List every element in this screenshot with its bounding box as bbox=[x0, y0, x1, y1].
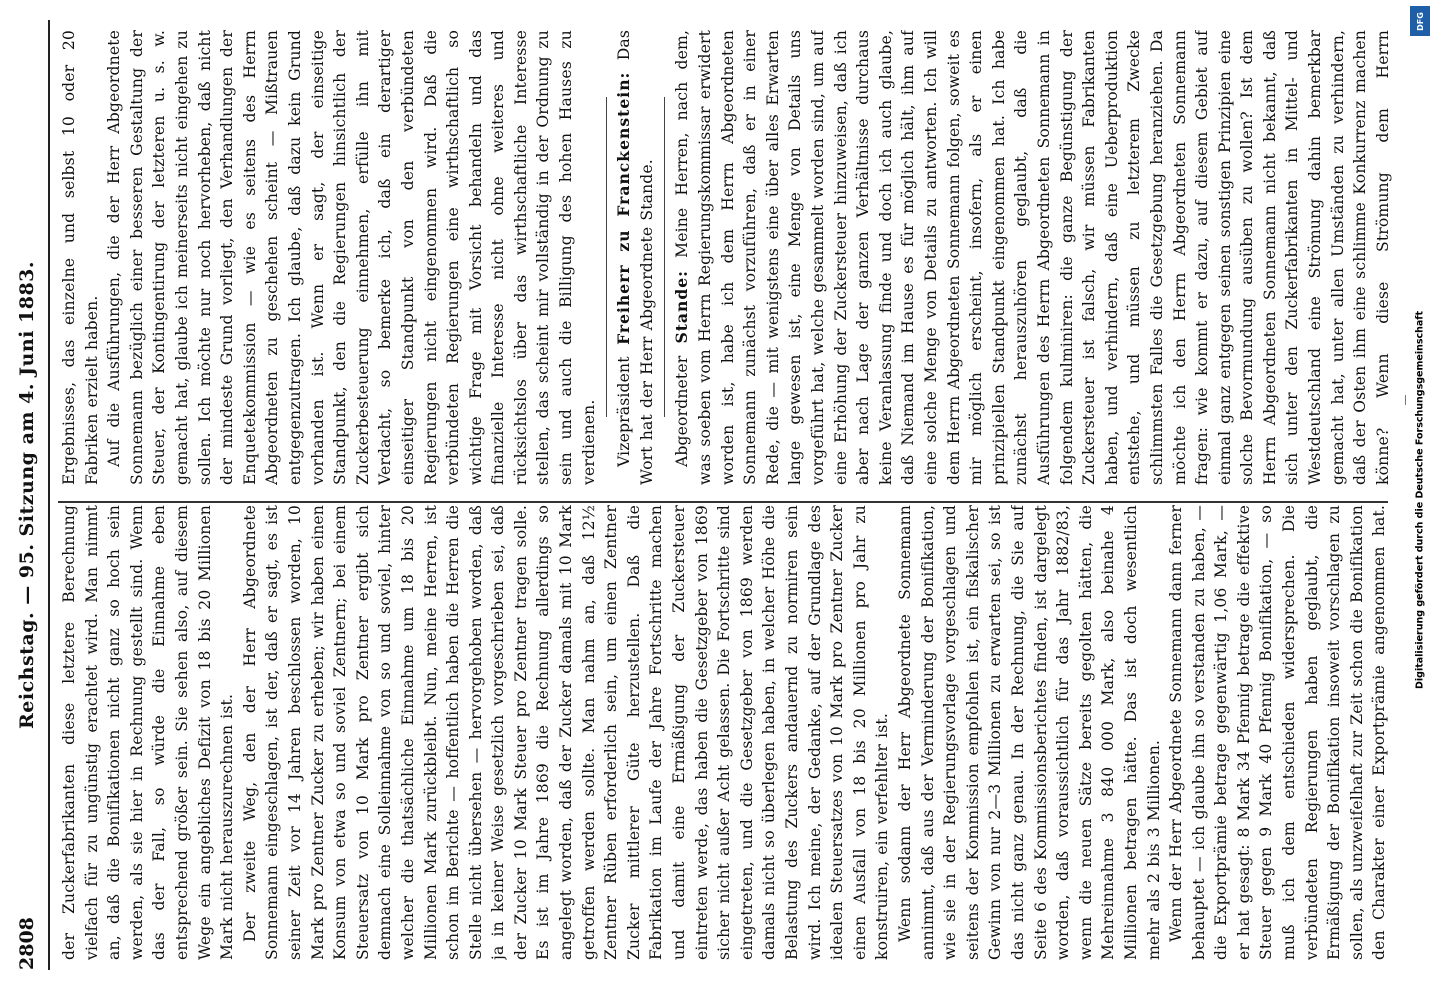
right-column bbox=[58, 30, 1393, 485]
page-number: 2808 bbox=[16, 917, 38, 970]
left-column bbox=[58, 505, 1393, 960]
speech-opening bbox=[671, 30, 1393, 485]
digitization-credit bbox=[1408, 0, 1432, 1000]
header-rule bbox=[48, 20, 50, 970]
paragraph: Auf die Ausführungen, die der Herr Abgeordnete Sonnemann bezüglich einer besseren Gestaltung der Steuer, der Kontingentirung der letzteren u. s. w. gemacht hat, glaube ich meinerseits nicht eingehen zu sollen. Ich möchte nur noch hervorheben, daß nicht der mindeste Grund vorliegt, den Verhandlungen der Enquetekommission — wie es seitens des Herrn Abgeordneten zu geschehen scheint — Mißtrauen entgegenzutragen. Ich glaube, daß dazu kein Grund vorhanden ist. Wenn er sagt, der einseitige Standpunkt, den die Regierungen hinsichtlich der Zuckerbesteuerung einnehmen, erfülle ihn mit Verdacht, so bemerke ich, daß ein derartiger einseitiger Standpunkt von den verbündeten Regierungen nicht eingenommen wird. Daß die verbündeten Regierungen eine wirthschaftlich so wichtige Frage mit Vorsicht behandeln und das finanzielle Interesse nicht ohne weiteres und rücksichtslos über das wirthschaftliche Interesse stellen, das scheint mir vollständig in der Ordnung zu sein und auch die Billigung des hohen Hauses zu verdienen. bbox=[105, 30, 598, 485]
column-divider bbox=[58, 501, 1388, 503]
paragraph: Der zweite Weg, den der Herr Abgeordnete Sonnemann eingeschlagen, ist der, daß er sagt, es ist seiner Zeit vor 14 Jahren beschlossen worden, 10 Mark pro Zentner Zucker zu erheben; wir haben einen Konsum von etwa so und soviel Zentnern; bei einem Steuersatz von 10 Mark pro Zentner ergibt sich demnach eine Solleinnahme von so und soviel, hinter welcher die thatsächliche Einnahme um 18 bis 20 Millionen Mark zurückbleibt. Nun, meine Herren, ist schon im Berichte — hoffentlich haben die Herren die Stelle nicht übersehen — hervorgehoben worden, daß ja in keiner Weise gesetzlich vorgeschrieben sei, daß der Zucker 10 Mark Steuer pro Zentner tragen solle. Es ist im Jahre 1869 die Rechnung allerdings so angelegt worden, daß der Zucker damals mit 10 Mark getroffen werden sollte. Man nahm an, daß 12½ Zentner Rüben erforderlich sein, um einen Zentner Zucker mittlerer Güte herzustellen. Daß die Fabrikation im Laufe der Jahre Fortschritte machen und damit eine Ermäßigung der Zuckersteuer eintreten werde, das haben die Gesetzgeber von 1869 sicher nicht außer Acht gelassen. Die Fortschritte sind eingetreten, und die Gesetzgeber von 1869 werden damals nicht so überlegen haben, in welcher Höhe die Belastung des Zuckers andauernd zu normiren sein wird. Ich meine, der Gedanke, auf der Grundlage des idealen Steuersatzes von 10 Mark pro Zentner Zucker einen Ausfall von 18 bis 20 Millionen pro Jahr zu konstruiren, ein verfehlter ist. bbox=[240, 505, 892, 960]
paragraph: Wenn der Herr Abgeordnete Sonnemann dann ferner behauptet — ich glaube ihn so verstanden zu haben, — die Exportprämie betrage gegenwärtig 1,06 Mark, — er hat gesagt: 8 Mark 34 Pfennig betrage die effektive Steuer gegen 9 Mark 40 Pfennig Bonifikation, — so muß ich dem entschieden widersprechen. Die verbündeten Regierungen haben geglaubt, die Ermäßigung der Bonifikation insoweit vorschlagen zu sollen, als unzweifelhaft zur Zeit schon die Bonifikation den Charakter einer Exportprämie angenommen hat. bbox=[1167, 505, 1389, 960]
presiding-text: Das Wort hat der Herr Abgeordnete Stande. bbox=[615, 30, 656, 485]
paragraph: der Zuckerfabrikanten diese letztere Berechnung vielfach für zu ungünstig erachtet wird. Man nimmt an, daß die Bonifikationen nicht ganz so hoch sein werden, als sie hier in Rechnung gestellt sind. Wenn das der Fall, so würde die Einnahme eben entsprechend größer sein. Sie sehen also, auf diesem Wege ein angebliches Defizit von 18 bis 20 Millionen Mark nicht herauszurechnen ist. bbox=[60, 505, 237, 960]
speaker-name: Stande: bbox=[672, 270, 692, 344]
page-header bbox=[12, 20, 42, 970]
speech-text: Meine Herren, nach dem, was soeben vom Herrn Regierungskommissar erwidert worden ist, habe ich dem Herrn Abgeordneten Sonnemann zunächst vorzuführen, daß er in einer Rede, die — mit wenigstens eine über alles Erwarten lange gewesen ist, eine Menge von Details uns vorgeführt hat, welche gesammelt worden sind, um auf eine Erhöhung der Zuckersteuer hinzuweisen, daß ich aber nach Lage der ganzen Verhältnisse durchaus keine Veranlassung finde und doch ich auch glaube, daß Niemand im Hause es für möglich hält, ihm auf eine solche Menge von Details zu antworten. Ich will dem Herrn Abgeordneten Sonnemann folgen, soweit es mir möglich erscheint, insofern, als er einen prinzipiellen Standpunkt eingenommen hat. Ich habe zunächst herauszuhören geglaubt, daß die Ausführungen des Herrn Abgeordneten Sonnemann in folgendem kulminiren: die ganze Begünstigung der Zuckersteuer ist falsch, wir müssen Fabrikanten haben, und verhindern, daß eine Ueberproduktion entstehe, und müssen zu letzterem Zwecke schlimmsten Falles die Gesetzgebung heranziehen. Da möchte ich den Herrn Abgeordneten Sonnemann fragen: wie kommt er dazu, auf diesem Gebiet auf einmal ganz entgegen seinen sonstigen Prinzipien eine solche Bevormundung ausüben zu wollen? Ist dem Herrn Abgeordneten Sonnemann nicht bekannt, daß sich unter den Zuckerfabrikanten in Mittel- und Westdeutschland eine Strömung dahin bemerkbar gemacht hat, unter allen Umständen zu verhindern, daß der Osten ihm eine schlimme Konkurrenz machen könne? Wenn diese Strömung dem Herrn bbox=[673, 30, 1392, 485]
dfg-logo bbox=[1410, 6, 1430, 36]
paragraph: Ergebnisses, das einzelne und selbst 10 oder 20 Fabriken erzielt haben. bbox=[60, 30, 101, 485]
presiding-role: Vizepräsident bbox=[615, 356, 634, 467]
credit-text: Digitalisierung gefördert durch die Deutsche Forschungsgemeinschaft bbox=[1414, 311, 1426, 689]
speaker-role: Abgeordneter bbox=[673, 355, 692, 467]
dfg-logo-text: DFG bbox=[1415, 11, 1425, 31]
paragraph: Wenn sodann der Herr Abgeordnete Sonnemann annimmt, daß aus der Verminderung der Bonifikation, wie sie in der Regierungsvorlage vorgeschlagen und seitens der Kommission empfohlen ist, ein fiskalischer Gewinn von nur 2—3 Millionen zu erwarten sei, so ist das nicht ganz genau. In der Rechnung, die Sie auf Seite 6 des Kommissionsberichtes finden, ist dargelegt worden, daß voraussichtlich für das Jahr 1882/83, wenn die neuen Sätze bereits gegolten hätten, die Mehreinnahme 3 840 000 Mark, also beinahe 4 Millionen betragen hätte. Das ist doch wesentlich mehr als 2 bis 3 Millionen. bbox=[895, 505, 1163, 960]
section-rule bbox=[606, 98, 607, 418]
presiding-remark bbox=[613, 30, 658, 485]
running-head: Reichstag. — 95. Sitzung am 4. Juni 1883. bbox=[16, 260, 38, 730]
section-rule bbox=[664, 98, 665, 418]
presiding-name: Freiherr zu Franckenstein: bbox=[614, 71, 634, 345]
